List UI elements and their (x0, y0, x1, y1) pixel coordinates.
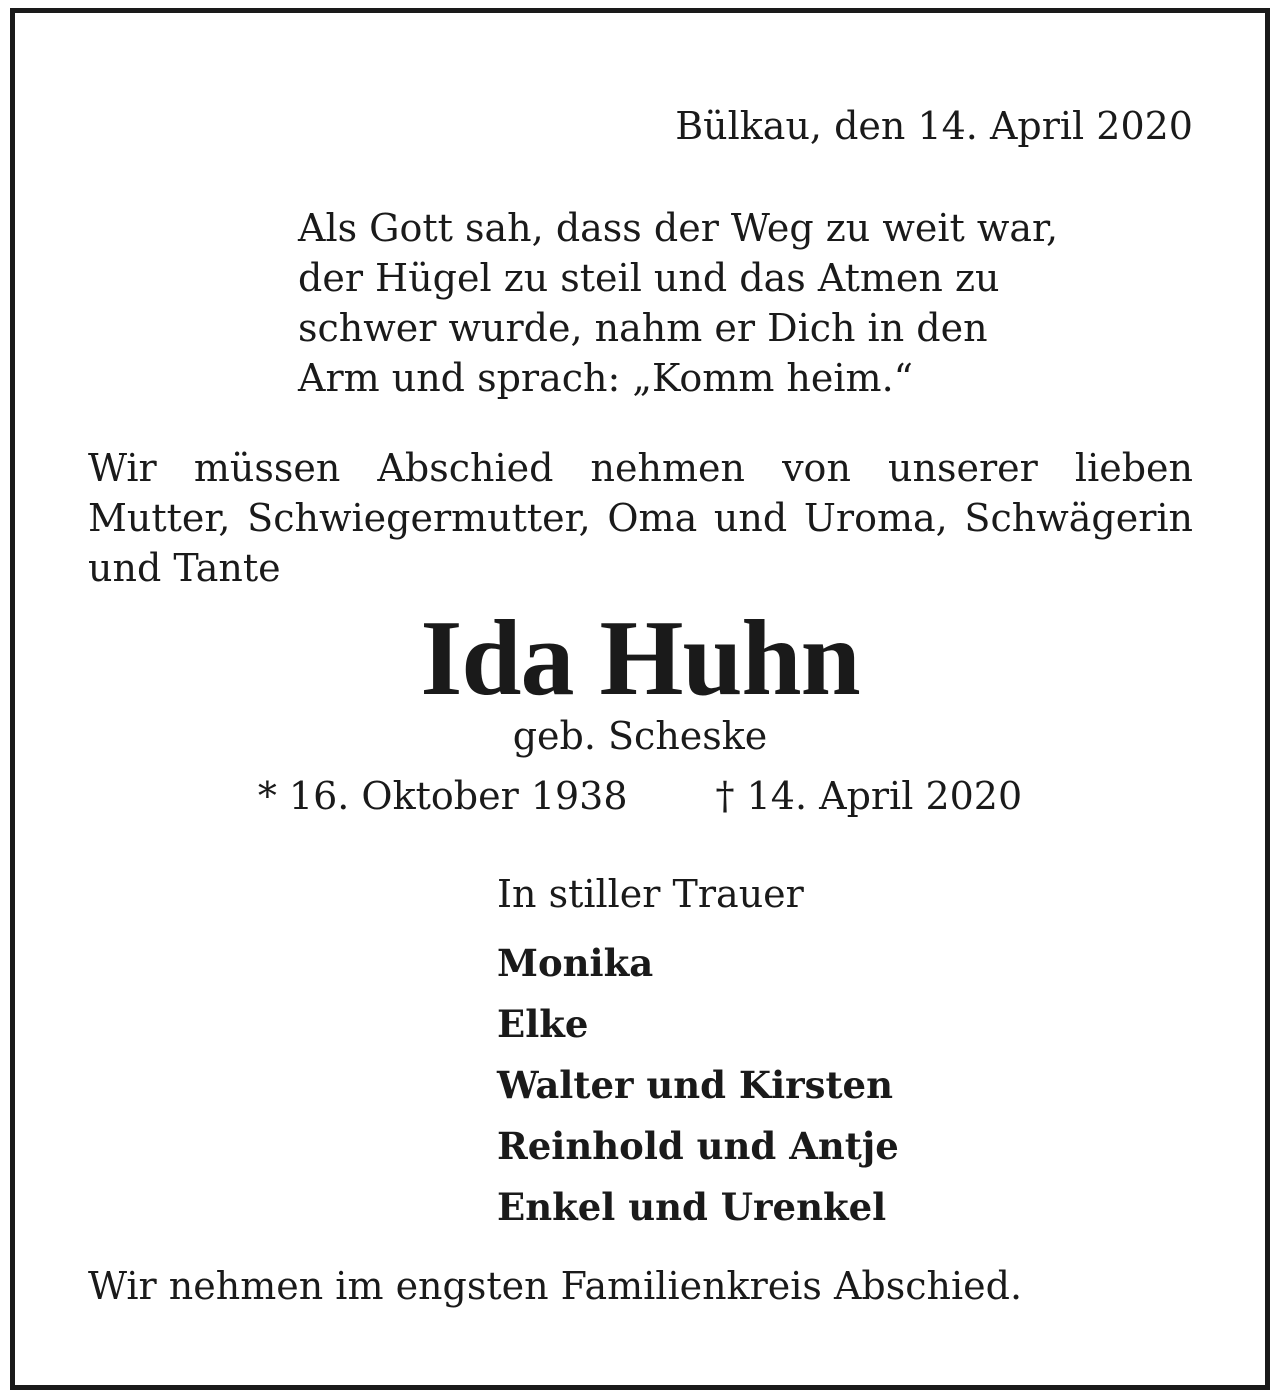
poem-line: Arm und sprach: „Komm heim.“ (298, 356, 914, 400)
mourner-name: Reinhold und Antje (497, 1124, 899, 1168)
mourning-label: In stiller Trauer (497, 872, 804, 916)
mourners-list (497, 933, 899, 1238)
maiden-name: geb. Scheske (512, 714, 768, 758)
intro-line: Wir müssen Abschied nehmen von unserer lieben (88, 446, 1193, 490)
intro-line: Mutter, Schwiegermutter, Oma und Uroma, Schwägerin (88, 496, 1193, 540)
mourner-name: Enkel und Urenkel (497, 1185, 887, 1229)
place-date: Bülkau, den 14. April 2020 (675, 104, 1193, 148)
mourner-name: Monika (497, 941, 654, 985)
intro-line: und Tante (88, 546, 281, 590)
poem (298, 203, 1058, 403)
deceased-name: Ida Huhn (420, 599, 860, 718)
death-date: † 14. April 2020 (715, 774, 1023, 818)
life-dates (15, 771, 1265, 821)
poem-line: der Hügel zu steil und das Atmen zu (298, 256, 1000, 300)
mourner-name: Elke (497, 1002, 589, 1046)
intro-paragraph (88, 443, 1193, 593)
obituary-frame (10, 8, 1270, 1390)
birth-date: * 16. Oktober 1938 (257, 774, 628, 818)
mourner-name: Walter und Kirsten (497, 1063, 893, 1107)
poem-line: schwer wurde, nahm er Dich in den (298, 306, 988, 350)
closing-line: Wir nehmen im engsten Familienkreis Abschied. (88, 1264, 1023, 1308)
poem-line: Als Gott sah, dass der Weg zu weit war, (298, 206, 1059, 250)
